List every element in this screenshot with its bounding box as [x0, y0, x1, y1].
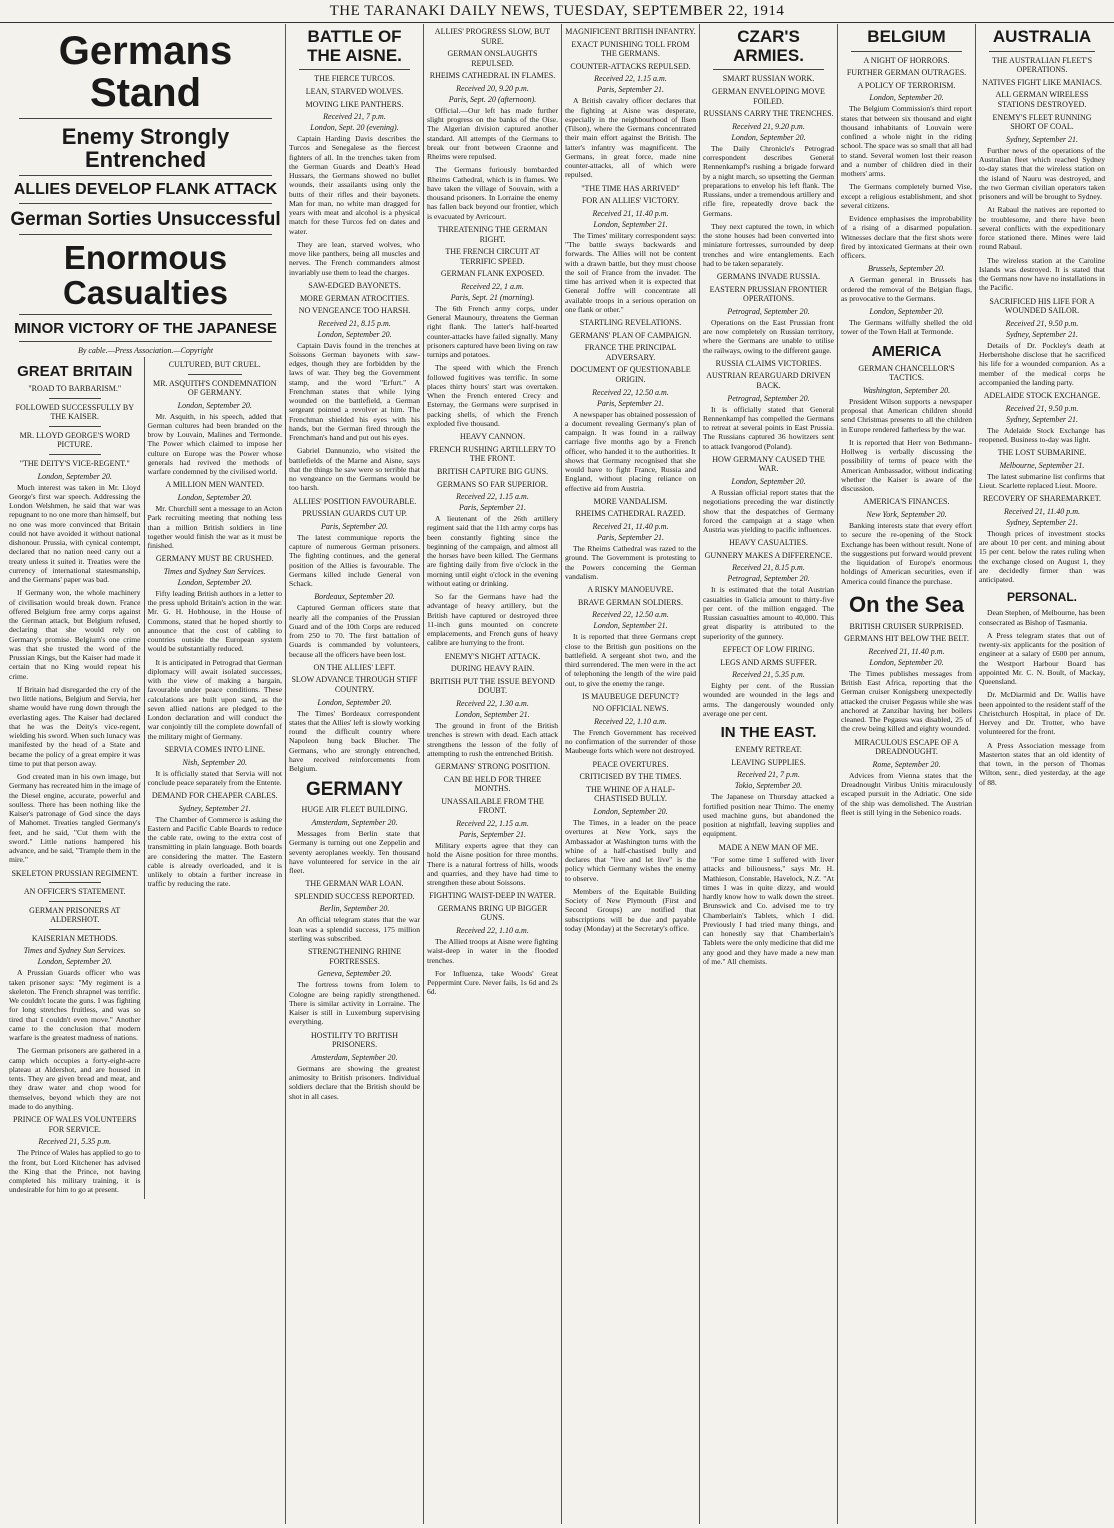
article-paragraph: Captain Harding Davis describes the Turcos and Senegalese as the fiercest fighters of all. In the trenches taken from the German Guards and Death's Head Hussars, the Germans showed no bullet wounds, their assailants using only the butts of their rifles and their bayonets. Man for man, no white man dragged for years with meat and alcohol is a physical match for these Turcos fed on dates and water. — [289, 134, 420, 236]
subhead: ALLIES' POSITION FAVOURABLE. — [292, 496, 417, 506]
dateline: London, September 21. — [593, 219, 668, 229]
subhead: THE WHINE OF A HALF-CHASTISED BULLY. — [586, 784, 675, 804]
subhead: EXACT PUNISHING TOLL FROM THE GERMANS. — [571, 39, 690, 59]
article-paragraph: The French Government has received no confirmation of the surrender of those Maubeuge forts which were not destroyed. — [565, 727, 696, 756]
divider — [19, 314, 272, 315]
subhead: GERMAN ONSLAUGHTS REPULSED. — [447, 49, 538, 68]
dateline: Tokio, September 20. — [734, 781, 803, 791]
advertisement: "For some time I suffered with liver attacks and biliousness," says Mr. H. Mathieson, Constable, Havelock, N.Z. "At times I was in quite dizzy, and would hardly know how to walk down the street. Brunswick and Co. advised me to try Chamberlain's Tablets, which I did. Previously I had tried many things, and can honestly say that Chamberlain's Tablets were the only medicine that did me any good and they have made a new man of me." All chemists. — [703, 855, 834, 966]
dateline: London, September 20. — [177, 493, 252, 503]
subhead: DEMAND FOR CHEAPER CABLES. — [151, 791, 278, 801]
divider — [851, 51, 962, 52]
dateline: Sydney, September 21. — [1006, 329, 1078, 339]
dateline: Received 21, 9.50 p.m. — [1005, 318, 1079, 328]
article-paragraph: The latest submarine list confirms that Lieut. Scarlette replaced Lieut. Moore. — [979, 471, 1105, 490]
subhead: UNASSAILABLE FROM THE FRONT. — [441, 796, 544, 816]
dateline: Washington, September 20. — [862, 385, 951, 395]
article-paragraph: The Belgium Commission's third report states that between six thousand and eight thousand inhabitants of Louvain were confined a whole night in the riding school. The space was so small that all had to stand. Several women lost their reason and a number of children died in their mothers' arms. — [841, 104, 972, 179]
advertisement: For Influenza, take Woods' Great Peppermint Cure. Never fails, 1s 6d and 2s 6d. — [427, 968, 558, 997]
headline-5: Enormous Casualties — [62, 238, 229, 311]
subhead: MORE VANDALISM. — [593, 496, 668, 506]
subhead: THE FIERCE TURCOS. — [314, 74, 395, 84]
article-paragraph: Much interest was taken in Mr. Lloyd George's first war speech. Addressing the London Welshmen, he said that war was repugnant to no one more than himself, but no one was more convinced that Britain could not have avoided it without national dishonour. Prussia, with cynical contempt, declared that no nation need carry out a treaty unless it suited it. Treaties were the currency of international statesmanship, and the Germans' paper was bad. — [9, 482, 141, 585]
article-paragraph: At Rabaul the natives are reported to be troublesome, and there have been several conflicts with the expeditionary force stationed there. Mines were laid round Rabaul. — [979, 205, 1105, 252]
subhead: SPLENDID SUCCESS REPORTED. — [294, 891, 415, 901]
dateline: Sydney, September 21. — [178, 803, 251, 813]
subhead: ON THE ALLIES' LEFT. — [313, 662, 396, 672]
subhead: AMERICA'S FINANCES. — [863, 497, 950, 507]
article-paragraph: Fifty leading British authors in a letter to the press uphold Britain's action in the war. Mr. G. H. Hobhouse, in the House of Commons, stated that he hoped shortly to announce that the cost of cabling to countries outside the European system would be substantially reduced. — [147, 588, 282, 654]
subhead: SAW-EDGED BAYONETS. — [308, 280, 401, 290]
article-paragraph: The Germans furiously bombarded Rheims Cathedral, which is in flames. We have taken the village of Souvain, with a thousand prisoners. In Lorraine the enemy has fallen back beyond our frontier, which is evacuated by Avricourt. — [427, 165, 558, 221]
divider — [188, 374, 243, 375]
article-paragraph: Though prices of investment stocks are about 10 per cent. and mining about 15 per cent. below the rates ruling when the exchange closed on August 1, they are decidedly firmer than was anticipated. — [979, 528, 1105, 585]
article-paragraph: They next captured the town, in which the stone houses had been converted into miniature fortresses, surrounded by deep trenches and wire entanglements. Each had to be taken separately. — [703, 221, 834, 268]
article-paragraph: A Press Association message from Masterton states that an old identity of that town, in the person of Thomas Wilton, senr., died yesterday, at the age of 88. — [979, 740, 1105, 787]
dateline: Amsterdam, September 20. — [311, 1052, 398, 1062]
notice: Members of the Equitable Building Society of New Plymouth (First and Second Groups) are notified that subscriptions will be due and payable today (Monday) at the Secretary's office. — [565, 886, 696, 933]
subhead: RUSSIANS CARRY THE TRENCHES. — [703, 109, 834, 119]
dateline: London, September 20. — [317, 697, 392, 707]
article-paragraph: Dr. McDiarmid and Dr. Wallis have been appointed to the resident staff of the Christchurch Hospital, in place of Dr. Hervey and Dr. Trotter, who have volunteered for the front. — [979, 690, 1105, 737]
col-6 — [700, 24, 838, 1524]
article-paragraph: A lieutenant of the 26th artillery regiment said that the 11th army corps has been constantly fighting since the beginning of the campaign, and almost all the horses have been killed. The Germans are fighting daily from five o'clock in the morning until eight o'clock in the evening without eating or drinking. — [427, 514, 558, 588]
dateline: Received 21, 11.40 p.m. — [868, 646, 945, 656]
subhead: ALLIES' PROGRESS SLOW, BUT SURE. — [434, 27, 551, 46]
subhead: NO VENGEANCE TOO HARSH. — [298, 306, 411, 316]
article-paragraph: God created man in his own image, but Germany has recreated him in the image of the Diesel engine, accurate, powerful and soulless. There has been nothing like the Kaiser's patronage of God since the days of Mahomet. Treaties tangled Germany's feet, and he said, "Cut them with the sword." Little nations hampered his advance, and he said, "Trample them in the mire." — [9, 772, 141, 865]
subhead: GERMANS' PLAN OF CAMPAIGN. — [569, 330, 692, 340]
subhead: GERMAN FLANK EXPOSED. — [440, 269, 545, 279]
subhead: MORE GERMAN ATROCITIES. — [299, 293, 410, 303]
subhead: HOSTILITY TO BRITISH PRISONERS. — [311, 1030, 398, 1050]
dateline: London, September 20. — [869, 307, 944, 317]
subhead: IS MAUBEUGE DEFUNCT? — [582, 691, 679, 701]
section-in-the-east: IN THE EAST. — [720, 724, 817, 742]
article-paragraph: The Chamber of Commerce is asking the Eastern and Pacific Cable Boards to reduce the cable rate, owing to the extra cost of transmitting in plain language. Both boards are considering the matter. The Eastern cable is already overloaded, and it is unlikely to obtain a further increase in traffic by reducing the rate. — [147, 814, 282, 889]
headline-3: ALLIES DEVELOP FLANK ATTACK — [13, 181, 278, 199]
subhead: GUNNERY MAKES A DIFFERENCE. — [704, 550, 833, 560]
dateline: Received 21, 8.15 p.m. — [732, 563, 805, 573]
dateline: Received 22, 1 a.m. — [461, 281, 524, 291]
article-paragraph: Captured German officers state that nearly all the companies of the Prussian Guard and of the 10th Corps are reduced from 250 to 70. The first battalion of Guards is commanded by volunteers, because all the officers have been lost. — [289, 603, 420, 659]
dateline: London, September 20. — [869, 657, 944, 667]
dateline: London, September 20. — [177, 400, 252, 410]
dateline: Received 21, 11.40 p.m. — [592, 522, 669, 532]
dateline: Paris, September 21. — [458, 830, 527, 839]
article-paragraph: It is anticipated in Petrograd that German diplomacy will await isolated successes, with the view of making a bargain, favourable under peace conditions. These calculations are built upon sand, as the seven allied nations are pledged to the London declaration and will conduct the war conjointly till the complete downfall of the military might of Germany. — [147, 657, 282, 741]
dateline: Bordeaux, September 20. — [314, 592, 395, 602]
subhead: HEAVY CASUALTIES. — [729, 538, 808, 548]
subhead: GERMAN PRISONERS AT ALDERSHOT. — [29, 905, 121, 925]
subhead: SLOW ADVANCE THROUGH STIFF COUNTRY. — [291, 675, 418, 695]
article-paragraph: Germans are showing the greatest animosity to British prisoners. Individual soldiers declare that the British should be shot in all cases. — [289, 1063, 420, 1101]
article-paragraph: The fortress towns from Iolem to Cologne are being rapidly strengthened. There is similar activity in Lorraine. The Kaiser is still in Luxemburg supervising everything. — [289, 980, 420, 1027]
subhead: EASTERN PRUSSIAN FRONTIER OPERATIONS. — [709, 284, 828, 304]
article-paragraph: They are lean, starved wolves, who move like panthers, being all muscles and nerves. The French commanders almost invariably use them to lead the charges. — [289, 239, 420, 277]
subhead: GERMANS INVADE RUSSIA. — [716, 272, 821, 281]
article-paragraph: Mr. Asquith, in his speech, added that German cultures had been branded on the brow by Louvain, Malines and Termonde. The Power which claimed to impose her culture on Europe was the Power whose generals had revived the methods of warfare condemned by the civilised world. — [147, 411, 282, 477]
subhead: PEACE OVERTURES. — [592, 759, 669, 769]
subhead: ENEMY RETREAT. — [735, 745, 802, 755]
dateline: Received 20, 9.20 p.m. — [456, 83, 529, 93]
article-paragraph: Captain Davis found in the trenches at Soissons German bayonets with saw-edges, though they are forbidden by the laws of war. They beg the Government stamp, and the word "Erfurt." A Frenchman states that while lying wounded on the battlefield, a German sergeant pointed a revolver at him. The Frenchman shielded his eyes with his hands, but the German fired through the Frenchman's hand and put out his eyes. — [289, 340, 420, 443]
dateline: London, September 20. — [317, 329, 392, 339]
subhead: CAN BE HELD FOR THREE MONTHS. — [443, 774, 542, 794]
article-paragraph: The 6th French army corps, under General Maunoury, threatens the German right flank. The latter's half-hearted counter-attacks have failed signally. Many prisoners captured have been living on raw turnips and potatoes. — [427, 303, 558, 360]
article-paragraph: The wireless station at the Caroline Islands was destroyed. It is stated that the Germans now have no installations in the Pacific. — [979, 255, 1105, 293]
subhead: MR. ASQUITH'S CONDEMNATION OF GERMANY. — [153, 378, 277, 398]
article-paragraph: Gabriel Dannunzio, who visited the battlefields of the Marne and Aisne, says that the things he saw were so terrible that no vengeance on the Germans would be too harsh. — [289, 446, 420, 493]
article-paragraph: It is officially stated that General Rennenkampf has compelled the Germans to retreat at several points in East Prussia. The Russians captured 36 howitzers sent to attack Ivangorod (Poland). — [703, 404, 834, 451]
headline-1: Germans Stand — [58, 29, 233, 115]
subhead: NO OFFICIAL NEWS. — [592, 704, 669, 714]
divider — [49, 901, 101, 902]
dateline: Paris, Sept. 21 (morning). — [450, 292, 535, 302]
dateline: Petrograd, September 20. — [727, 393, 810, 403]
article-paragraph: Evidence emphasises the improbability of a rising of a disarmed population. Witnesses declare that the first shots were fired by intoxicated Germans at their own officers. — [841, 214, 972, 261]
subhead: MAGNIFICENT BRITISH INFANTRY. — [565, 27, 696, 36]
dateline: Received 21, 8.15 p.m. — [318, 318, 391, 328]
subhead: LEAVING SUPPLIES. — [731, 757, 806, 767]
subhead: SMART RUSSIAN WORK. — [722, 74, 815, 84]
dateline: Received 22, 1.15 a.m. — [456, 819, 529, 828]
article-paragraph: Official.—Our left has made further slight progress on the banks of the Oise. The Algerian division captured another standard. All attempts of the Germans to break our front between Craonne and Rheims were repulsed. — [427, 105, 558, 162]
section-america: AMERICA — [871, 342, 942, 360]
subhead: SACRIFICED HIS LIFE FOR A WOUNDED SAILOR. — [989, 296, 1095, 316]
subhead: FRANCE THE PRINCIPAL ADVERSARY. — [584, 343, 677, 362]
dateline: Petrograd, September 20. — [727, 574, 810, 584]
subhead: LEAN, STARVED WOLVES. — [305, 86, 404, 96]
dateline: Received 22, 1.30 a.m. — [456, 699, 529, 709]
dateline: London, September 21. — [455, 710, 530, 720]
subhead: FURTHER GERMAN OUTRAGES. — [846, 68, 967, 78]
dateline: Received 22, 1.10 a.m. — [594, 716, 667, 726]
dateline: London, September 20. — [37, 471, 112, 481]
subhead: MIRACULOUS ESCAPE OF A DREADNOUGHT. — [854, 737, 959, 757]
masthead: THE TARANAKI DAILY NEWS, TUESDAY, SEPTEMBER 22, 1914 — [0, 0, 1114, 23]
subhead: THREATENING THE GERMAN RIGHT. — [437, 224, 548, 244]
article-paragraph: A newspaper has obtained possession of a document revealing Germany's plan of campaign. It was found in a railway carriage five months ago by a French officer, who handed it to the authorities. It shows that Germany recognised that she would have to fight France, Russia and England, without placing reliance on effective aid from Austria. — [565, 409, 696, 493]
article-paragraph: Operations on the East Prussian front are now completely on Russian territory, where the Germans are unable to utilise the railways, owing to the different gauge. — [703, 317, 834, 355]
subhead: ALL GERMAN WIRELESS STATIONS DESTROYED. — [995, 90, 1089, 110]
divider — [19, 234, 272, 235]
divider — [49, 882, 101, 883]
article-paragraph: Further news of the operations of the Australian fleet which reached Sydney to-day states that the wireless station on the island of Nauru was destroyed, and the two German civilian operators taken prisoners and will be brought to Sydney. — [979, 145, 1105, 202]
subhead: THE LOST SUBMARINE. — [997, 448, 1087, 458]
subhead: GERMAN CHANCELLOR'S TACTICS. — [858, 363, 955, 383]
article-paragraph: Messages from Berlin state that Germany is turning out one Zeppelin and seventy aeroplanes weekly. Ten thousand have volunteered for service in the air fleet. — [289, 829, 420, 875]
dateline: Received 21, 5.35 p.m. — [38, 1137, 112, 1147]
subhead: EFFECT OF LOW FIRING. — [722, 644, 815, 654]
dateline: Paris, September 21. — [596, 85, 665, 95]
divider — [989, 51, 1095, 52]
article-paragraph: If Germany won, the whole machinery of civilisation would break down. France offered Belgium free army corps against the German attack, but Belgium refused, declaring that she would rely on Germany's promise. Belgium's one crime was that she trusted the word of the Prussian Kings, but the Kaiser had made it certain that no King would repeat his crime. — [9, 588, 141, 681]
article-paragraph: If Britain had disregarded the cry of the two little nations, Belgium and Servia, her shame would have rung down through the everlasting ages. The Kaiser had declared that he was the Deity's vice-regent, wielding his sword. When such lunacy was manifested by the head of a State and became the policy of a great empire it was time to put that person away. — [9, 684, 141, 768]
dateline: Received 22, 1.15 a.m. — [456, 492, 529, 502]
dateline: London, September 20. — [731, 477, 806, 486]
subhead: BRAVE GERMAN SOLDIERS. — [578, 597, 683, 607]
dateline: Received 22, 12.50 a.m. — [592, 387, 669, 397]
subhead: SKELETON PRUSSIAN REGIMENT. — [11, 868, 139, 878]
subhead: A NIGHT OF HORRORS. — [863, 55, 950, 65]
subhead: HEAVY CANNON. — [460, 432, 525, 442]
subhead: THE GERMAN WAR LOAN. — [305, 879, 404, 889]
subhead: A MILLION MEN WANTED. — [165, 480, 264, 490]
dateline: Petrograd, September 20. — [727, 306, 810, 316]
subhead: RHEIMS CATHEDRAL IN FLAMES. — [429, 71, 556, 81]
subhead: FRENCH RUSHING ARTILLERY TO THE FRONT. — [429, 444, 556, 464]
article-paragraph: The ground in front of the British trenches is strewn with dead. Each attack strengthens the lesson of the folly of attempting to rush the entrenched British. — [427, 721, 558, 758]
dateline: New York, September 20. — [866, 510, 947, 519]
subhead: GERMANY MUST BE CRUSHED. — [155, 554, 274, 564]
article-paragraph: It is reported that three Germans crept close to the British gun positions on the battlefield. A sergeant shot two, and the third surrendered. The men were in the act of telephoning the length of the wire paid out, to give the enemy the range. — [565, 632, 696, 688]
article-paragraph: So far the Germans have had the advantage of heavy artillery, but the British have captured or destroyed three 11-inch guns mounted on concrete emplacements, and French guns of heavy calibre are hurrying to the front. — [427, 592, 558, 648]
dateline: Paris, Sept. 20 (afternoon). — [448, 94, 537, 104]
subhead: RHEIMS CATHEDRAL RAZED. — [575, 509, 686, 519]
col-4 — [424, 24, 562, 1524]
dateline: Nish, September 20. — [182, 757, 247, 767]
dateline: Received 22, 12.50 a.m. — [592, 610, 669, 620]
lead-column — [6, 24, 286, 1524]
headline-2: Enemy Strongly Entrenched — [61, 124, 230, 173]
article-paragraph: Details of Dr. Pockley's death at Herbertshohe disclose that he sacrificed his life for a wounded companion. As a member of the medical corps he accompanied the landing party. — [979, 340, 1105, 387]
newspaper-page — [6, 24, 1108, 1524]
subhead: HOW GERMANY CAUSED THE WAR. — [712, 454, 825, 474]
dateline: Paris, September 21. — [596, 398, 665, 408]
dateline: London, September 20. — [869, 93, 944, 103]
subhead: SERVIA COMES INTO LINE. — [164, 744, 266, 754]
subhead: FOR AN ALLIES' VICTORY. — [581, 196, 680, 206]
subhead: PRINCE OF WALES VOLUNTEERS FOR SERVICE. — [13, 1115, 137, 1134]
section-germany: GERMANY — [305, 779, 404, 801]
article-paragraph: It is reported that Herr von Bethmann-Hollweg is verbally discussing the possibility of terms of peace with the American Ambassador, without indicating whether the Kaiser is aware of the discussion. — [841, 437, 972, 494]
dateline: Melbourne, September 21. — [999, 460, 1085, 470]
article-paragraph: The latest communique reports the capture of numerous German prisoners. The fighting continues, and the general position of the Allies is favourable. The Germans killed include General von Schack. — [289, 532, 420, 589]
article-paragraph: Advices from Vienna states that the Dreadnought Viribus Unitis miraculously escaped pursuit in the Adriatic. One side of the ship was demolished. The Austrian fleet is still lying in the Sebenico roads. — [841, 770, 972, 817]
divider — [49, 454, 101, 455]
dateline: Received 22, 1.10 a.m. — [456, 926, 529, 936]
subhead: RECOVERY OF SHAREMARKET. — [982, 494, 1101, 504]
column-headline: CZAR'S ARMIES. — [733, 27, 804, 65]
subhead: CULTURED, BUT CRUEL. — [168, 359, 261, 369]
subhead: THE FRENCH CIRCUIT AT TERRIFIC SPEED. — [445, 247, 540, 266]
subhead: BRITISH CRUISER SURPRISED. — [849, 621, 964, 631]
subhead: GERMANS BRING UP BIGGER GUNS. — [437, 903, 548, 923]
col-5 — [562, 24, 700, 1524]
article-paragraph: A German general in Brussels has ordered the removal of the Belgian flags, as provocative to the Germans. — [841, 275, 972, 303]
subhead: A RISKY MANOEUVRE. — [587, 585, 674, 595]
col-3 — [286, 24, 424, 1524]
divider — [49, 398, 101, 399]
article-paragraph: The Prince of Wales has applied to go to the front, but Lord Kitchener has advised the King that the Prince, not having completed his military training, it is undesirable for him to go at present. — [9, 1148, 141, 1195]
column-headline: BELGIUM — [867, 27, 946, 46]
article-paragraph: A British cavalry officer declares that the fighting at Aisne was desperate, especially in the neighbourhood of Ilsen (Tilson), where the Germans concentrated their main effort against the British. The latter's infantry was magnificent. The Germans, in great force, made nine counter-attacks, all of which were repulsed. — [565, 96, 696, 180]
article-paragraph: The Times' military correspondent says: "The battle sways backwards and forwards. The Allies will not be content with a drawn battle, but they must choose the soil of France from the invader. The time has arrived when it is expected that General Joffre will concentrate all available troops in a serious operation on one flank or other." — [565, 230, 696, 314]
article-paragraph: The Times publishes messages from British East Africa, reporting that the German cruiser Konigsberg unexpectedly attacked the cruiser Pegasus while she was anchored at Zanzibar having her boilers cleaned. The Pegasus was disabled, 25 of the crew being killed and eighty wounded. — [841, 668, 972, 734]
article-paragraph: President Wilson supports a newspaper proposal that American children should send Christmas presents to all the children in Europe rendered fatherless by the war. — [841, 396, 972, 434]
divider — [19, 203, 272, 204]
subhead: GERMANS' STRONG POSITION. — [434, 762, 550, 772]
dateline: Received 21, 11.40 p.m. — [592, 208, 669, 218]
dateline: London, September 21. — [593, 621, 668, 631]
dateline: Received 21, 11.40 p.m. — [1003, 506, 1081, 516]
headline-4: German Sorties Unsuccessful — [10, 208, 281, 230]
article-paragraph: A Russian official report states that the negotiations preceding the war distinctly show that the despatches of Germany forced the campaign at a stage when Austria was yielding to pacific influences. — [703, 488, 834, 534]
dateline: Received 21, 5.35 p.m. — [732, 670, 805, 680]
subhead: COUNTER-ATTACKS REPULSED. — [570, 61, 691, 71]
section-great-britain: GREAT BRITAIN — [17, 362, 133, 380]
subhead: RUSSIA CLAIMS VICTORIES. — [715, 358, 822, 368]
divider — [19, 341, 272, 342]
subhead: LEGS AND ARMS SUFFER. — [720, 657, 817, 667]
dateline: London, September 20. — [177, 577, 252, 587]
divider — [49, 426, 101, 427]
article-paragraph: Eighty per cent. of the Russian wounded are wounded in the legs and arms. The dangerously wounded only average one per cent. — [703, 681, 834, 718]
dateline: Sydney, September 21. — [1006, 134, 1078, 144]
divider — [713, 69, 824, 70]
subhead: ENEMY'S NIGHT ATTACK. — [444, 651, 541, 661]
article-paragraph: The Adelaide Stock Exchange has reopened. Business to-day was light. — [979, 425, 1105, 444]
col-7 — [838, 24, 976, 1524]
article-paragraph: The Rheims Cathedral was razed to the ground. The Government is protesting to the Powers concerning the German vandalism. — [565, 544, 696, 581]
press-credit: Times and Sydney Sun Services. — [23, 946, 126, 956]
subhead: ADELAIDE STOCK EXCHANGE. — [983, 391, 1101, 401]
dateline: Berlin, September 20. — [319, 904, 390, 914]
subhead: PRUSSIAN GUARDS CUT UP. — [302, 509, 407, 519]
dateline: Received 21, 9.50 p.m. — [1005, 403, 1079, 413]
subhead: ENEMY'S FLEET RUNNING SHORT OF COAL. — [992, 112, 1092, 132]
divider — [19, 118, 272, 119]
article-paragraph: The Allied troops at Aisne were fighting waist-deep in water in the flooded trenches. — [427, 937, 558, 965]
section-on-the-sea: On the Sea — [849, 591, 964, 617]
article-paragraph: The Times, in a leader on the peace overtures at New York, says the Ambassador at Washington turns with the whine of a half-chastised bully and declares that "live and let live" is the policy which Germany wishes the enemy to observe. — [565, 818, 696, 883]
article-paragraph: Dean Stephen, of Melbourne, has been consecrated as Bishop of Tasmania. — [979, 608, 1105, 627]
subhead: GERMAN ENVELOPING MOVE FOILED. — [712, 86, 825, 106]
subhead: STRENGTHENING RHINE FORTRESSES. — [307, 947, 402, 966]
press-credit: Times and Sydney Sun Services. — [163, 566, 266, 576]
dateline: Paris, September 21. — [596, 533, 665, 543]
subhead: MADE A NEW MAN OF ME. — [718, 842, 819, 852]
dateline: Received 21, 7 p.m. — [323, 112, 386, 122]
subhead: FOLLOWED SUCCESSFULLY BY THE KAISER. — [15, 402, 134, 422]
article-paragraph: Military experts agree that they can hold the Aisne position for three months. There is a natural fortress of hills, woods and quarries, and they have had time to strengthen these about Soissons. — [427, 841, 558, 887]
article-paragraph: An official telegram states that the war loan was a splendid success, 175 million sterling was subscribed. — [289, 915, 420, 943]
subhead: MR. LLOYD GEORGE'S WORD PICTURE. — [19, 430, 130, 450]
dateline: London, September 20. — [731, 132, 806, 142]
subhead: THE AUSTRALIAN FLEET'S OPERATIONS. — [991, 55, 1093, 75]
dateline: Sydney, September 21. — [1006, 517, 1078, 527]
subhead: AUSTRIAN REARGUARD DRIVEN BACK. — [706, 371, 831, 390]
col-2 — [145, 357, 283, 1199]
subhead: "THE DEITY'S VICE-REGENT." — [19, 458, 130, 468]
dateline: Sydney, September 21. — [1006, 414, 1078, 424]
article-paragraph: Mr. Churchill sent a message to an Acton Park recruiting meeting that nothing less than a million British soldiers in line together would finish the war as it must be finished. — [147, 504, 282, 551]
article-paragraph: The Times' Bordeaux correspondent states that the Allies' left is slowly working round the difficult country where Napoleon hung back Blucher. The Germans, who are strongly entrenched, have received reinforcements from Belgium. — [289, 708, 420, 774]
subhead: "ROAD TO BARBARISM." — [28, 383, 122, 393]
article-paragraph: It is estimated that the total Austrian casualties in Galicia amount to thirty-five per cent. of the million engaged. The Russian casualties amount to 40,000. This great disparity is attributed to the superiority of the gunnery. — [703, 585, 834, 641]
subhead: A POLICY OF TERRORISM. — [857, 80, 956, 90]
article-paragraph: It is officially stated that Servia will not conclude peace separately from the Entente. — [147, 768, 282, 787]
dateline: Received 21, 9.20 p.m. — [732, 121, 805, 131]
lead-subcolumns — [9, 357, 282, 1199]
divider — [19, 175, 272, 176]
col-8 — [976, 24, 1108, 1524]
subhead: CRITICISED BY THE TIMES. — [579, 772, 682, 782]
subhead: GERMANS HIT BELOW THE BELT. — [844, 634, 969, 644]
article-paragraph: A Press telegram states that out of twenty-six applicants for the position of engineer at a salary of £600 per annum, the Westport Harbour Board has appointed Mr. C. N. Boult, of Mackay, Queensland. — [979, 630, 1105, 687]
subhead: BRITISH PUT THE ISSUE BEYOND DOUBT. — [429, 676, 556, 696]
subhead: DOCUMENT OF QUESTIONABLE ORIGIN. — [570, 365, 691, 385]
dateline: Paris, September 21. — [458, 503, 527, 513]
article-paragraph: The Daily Chronicle's Petrograd correspondent describes General Rennenkampf's rushing a brigade forward by a night march, so upsetting the German preparations to envelop his left flank. The Russians, under a tremendous artillery and rifle fire, repeatedly drove back the Germans. — [703, 143, 834, 218]
divider — [49, 929, 101, 930]
dateline: London, September 20. — [37, 957, 112, 967]
headline-6: MINOR VICTORY OF THE JAPANESE — [14, 320, 277, 338]
article-paragraph: The Japanese on Thursday attacked a fortified position near Thimo. The enemy used machine guns, but abandoned the position at nightfall, leaving supplies and equipment. — [703, 792, 834, 839]
article-paragraph: A Prussian Guards officer who was taken prisoner says: "My regiment is a skeleton. The French shrapnel was terrific. We couldn't locate the guns. I was fighting for long stretches fruitless, and was so tired that I couldn't even move." Another came to the conclusion that modern warfare is the greatest madness of nations. — [9, 968, 141, 1043]
subhead: DURING HEAVY RAIN. — [450, 664, 535, 674]
dateline: London, September 20. — [593, 807, 668, 817]
subhead: STARTLING REVELATIONS. — [579, 318, 682, 328]
article-paragraph: The speed with which the French followed fugitives was terrific. In some places thirty hours' start was overtaken. When the French entered Crecy and Esternay, the Germans were surprised in packing shells, of which the French exploded five thousand. — [427, 363, 558, 428]
dateline: Amsterdam, September 20. — [311, 818, 398, 827]
section-personal: PERSONAL. — [1006, 590, 1077, 605]
article-paragraph: The Germans wilfully shelled the old tower of the Town Hall at Termonde. — [841, 318, 972, 337]
article-paragraph: The German prisoners are gathered in a camp which occupies a forty-eight-acre plateau at Aldershot, and are housed in tents. They are given bread and meat, and they draw water and chop wood for themselves, beyond which they are not made to do anything. — [9, 1046, 141, 1111]
dateline: Brussels, September 20. — [868, 264, 945, 274]
subhead: KAISERIAN METHODS. — [31, 933, 118, 943]
subhead: HUGE AIR FLEET BUILDING. — [301, 805, 408, 815]
dateline: Rome, September 20. — [872, 759, 941, 769]
press-credit: By cable.—Press Association.—Copyright — [77, 345, 214, 355]
dateline: Received 22, 1.15 a.m. — [594, 74, 667, 84]
subhead: GERMANS SO FAR SUPERIOR. — [437, 479, 548, 489]
subhead: AN OFFICER'S STATEMENT. — [23, 887, 126, 897]
dateline: Paris, September 20. — [320, 521, 389, 531]
dateline: Geneva, September 20. — [317, 969, 392, 979]
dateline: London, Sept. 20 (evening). — [310, 123, 399, 133]
col-1 — [9, 357, 145, 1199]
article-paragraph: Banking interests state that every effort to secure the re-opening of the Stock Exchange has been without result. None of the suggestions put forward would prevent the liquidation of Europe's enormous holdings of American securities, even if America could finance the purchase. — [841, 521, 972, 586]
subhead: MOVING LIKE PANTHERS. — [305, 99, 404, 109]
subhead: NATIVES FIGHT LIKE MANIACS. — [982, 77, 1102, 87]
article-paragraph: The Germans completely burned Vise, except a religious establishment, and shot several citizens. — [841, 182, 972, 210]
dateline: Received 21, 7 p.m. — [737, 770, 800, 780]
subhead: FIGHTING WAIST-DEEP IN WATER. — [429, 891, 556, 901]
column-headline: BATTLE OF THE AISNE. — [307, 27, 402, 65]
subhead: "THE TIME HAS ARRIVED" — [581, 183, 680, 193]
column-headline: AUSTRALIA — [992, 27, 1092, 46]
divider — [299, 69, 410, 70]
subhead: BRITISH CAPTURE BIG GUNS. — [436, 466, 549, 476]
